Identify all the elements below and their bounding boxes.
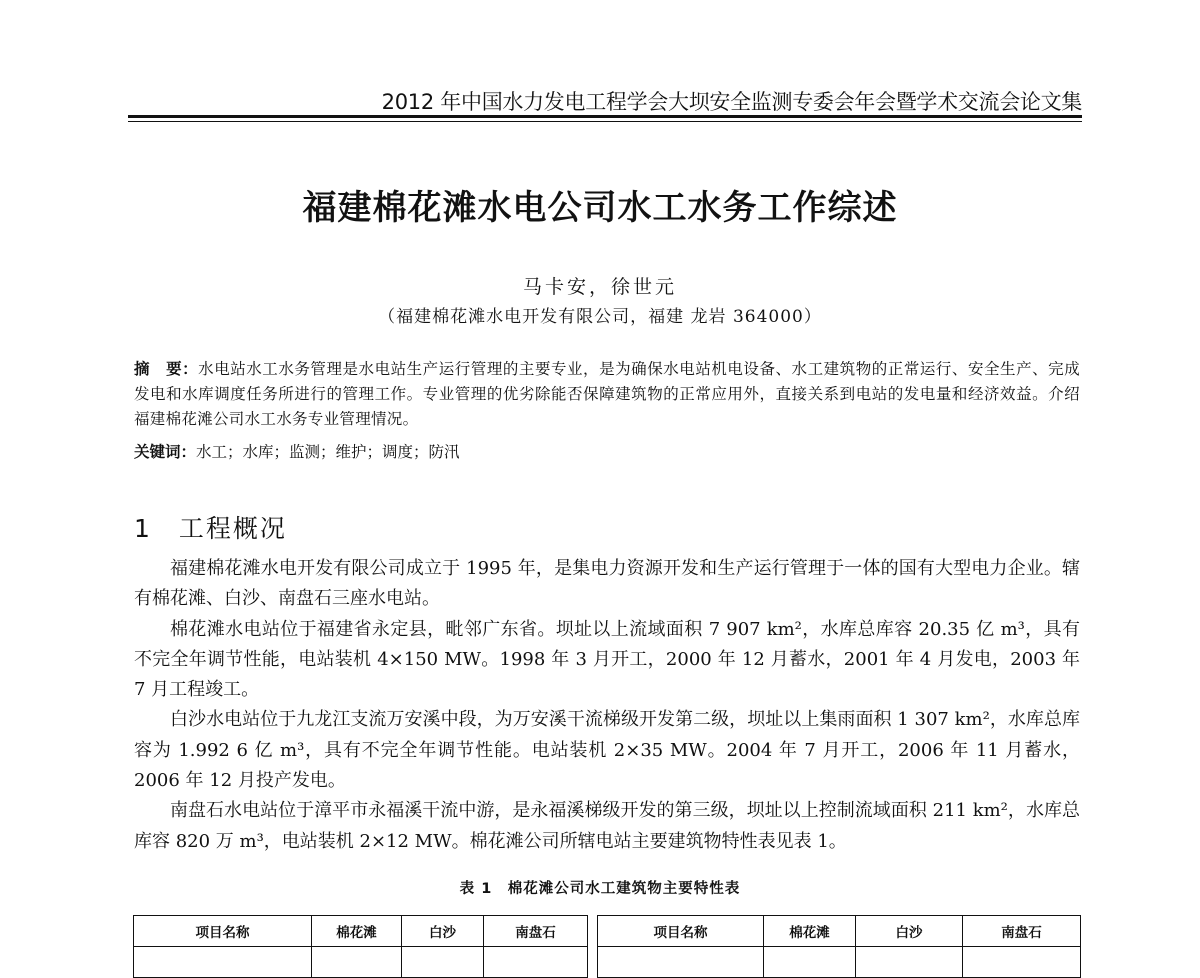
paragraph: 白沙水电站位于九龙江支流万安溪中段，为万安溪干流梯级开发第二级，坝址以上集雨面积 1 307 km²，水库总库容为 1.992 6 亿 m³，具有不完全年调节性能。电站装机 2×35 MW。2004 年 7 月开工，2006 年 11 月蓄水，2006 年 12 月投产发电。 [134,709,1080,792]
table-header-cell: 项目名称 [598,916,764,947]
paper-title: 福建棉花滩水电公司水工水务工作综述 [302,188,898,228]
table-header-cell: 白沙 [856,916,963,947]
spec-table-right [597,915,1081,978]
table-header-row [598,916,1081,947]
paper-affiliation: （福建棉花滩水电开发有限公司，福建 龙岩 364000） [378,307,822,327]
abstract-label: 摘 要： [134,360,199,378]
table-header-cell: 南盘石 [963,916,1081,947]
table-header-cell: 棉花滩 [764,916,856,947]
table-caption: 表 1 棉花滩公司水工建筑物主要特性表 [459,881,741,897]
paragraph: 棉花滩水电站位于福建省永定县，毗邻广东省。坝址以上流域面积 7 907 km²，水库总库容 20.35 亿 m³，具有不完全年调节性能，电站装机 4×150 MW。1998 年 3 月开工，2000 年 12 月蓄水，2001 年 4 月发电，2003 年 7 月工程竣工。 [134,618,1080,701]
spec-table-left [133,915,588,978]
proceedings-header: 2012 年中国水力发电工程学会大坝安全监测专委会年会暨学术交流会论文集 [381,90,1082,114]
abstract-text: 水电站水工水务管理是水电站生产运行管理的主要专业，是为确保水电站机电设备、水工建筑物的正常运行、安全生产、完成发电和水库调度任务所进行的管理工作。专业管理的优劣除能否保障建筑物的正常应用外，直接关系到电站的发电量和经济效益。介绍福建棉花滩公司水工水务专业管理情况。 [134,360,1080,428]
header-rule-thick [128,115,1082,118]
table-header-cell: 白沙 [402,916,484,947]
table-row [134,947,588,978]
keywords [134,440,460,462]
table-row [598,947,1081,978]
table-cell [856,947,963,978]
section-body [134,554,1080,857]
table-cell [402,947,484,978]
table-header-cell: 南盘石 [484,916,588,947]
keywords-text: 水工；水库；监测；维护；调度；防汛 [196,443,460,461]
table-cell [484,947,588,978]
table-cell [764,947,856,978]
section-heading: 1 工程概况 [134,514,287,543]
table-cell [312,947,402,978]
table-cell [134,947,312,978]
header-rule-thin [128,121,1082,122]
paper-authors: 马卡安，徐世元 [522,276,677,298]
paragraph: 南盘石水电站位于漳平市永福溪干流中游，是永福溪梯级开发的第三级，坝址以上控制流域面积 211 km²，水库总库容 820 万 m³，电站装机 2×12 MW。棉花滩公司所辖电站主要建筑物特性表见表 1。 [134,800,1080,852]
paragraph: 福建棉花滩水电开发有限公司成立于 1995 年，是集电力资源开发和生产运行管理于一体的国有大型电力企业。辖有棉花滩、白沙、南盘石三座水电站。 [134,558,1080,610]
keywords-label: 关键词： [134,443,197,461]
table-header-cell: 项目名称 [134,916,312,947]
table-cell [963,947,1081,978]
table-header-cell: 棉花滩 [312,916,402,947]
abstract [134,357,1080,432]
table-header-row [134,916,588,947]
table-cell [598,947,764,978]
